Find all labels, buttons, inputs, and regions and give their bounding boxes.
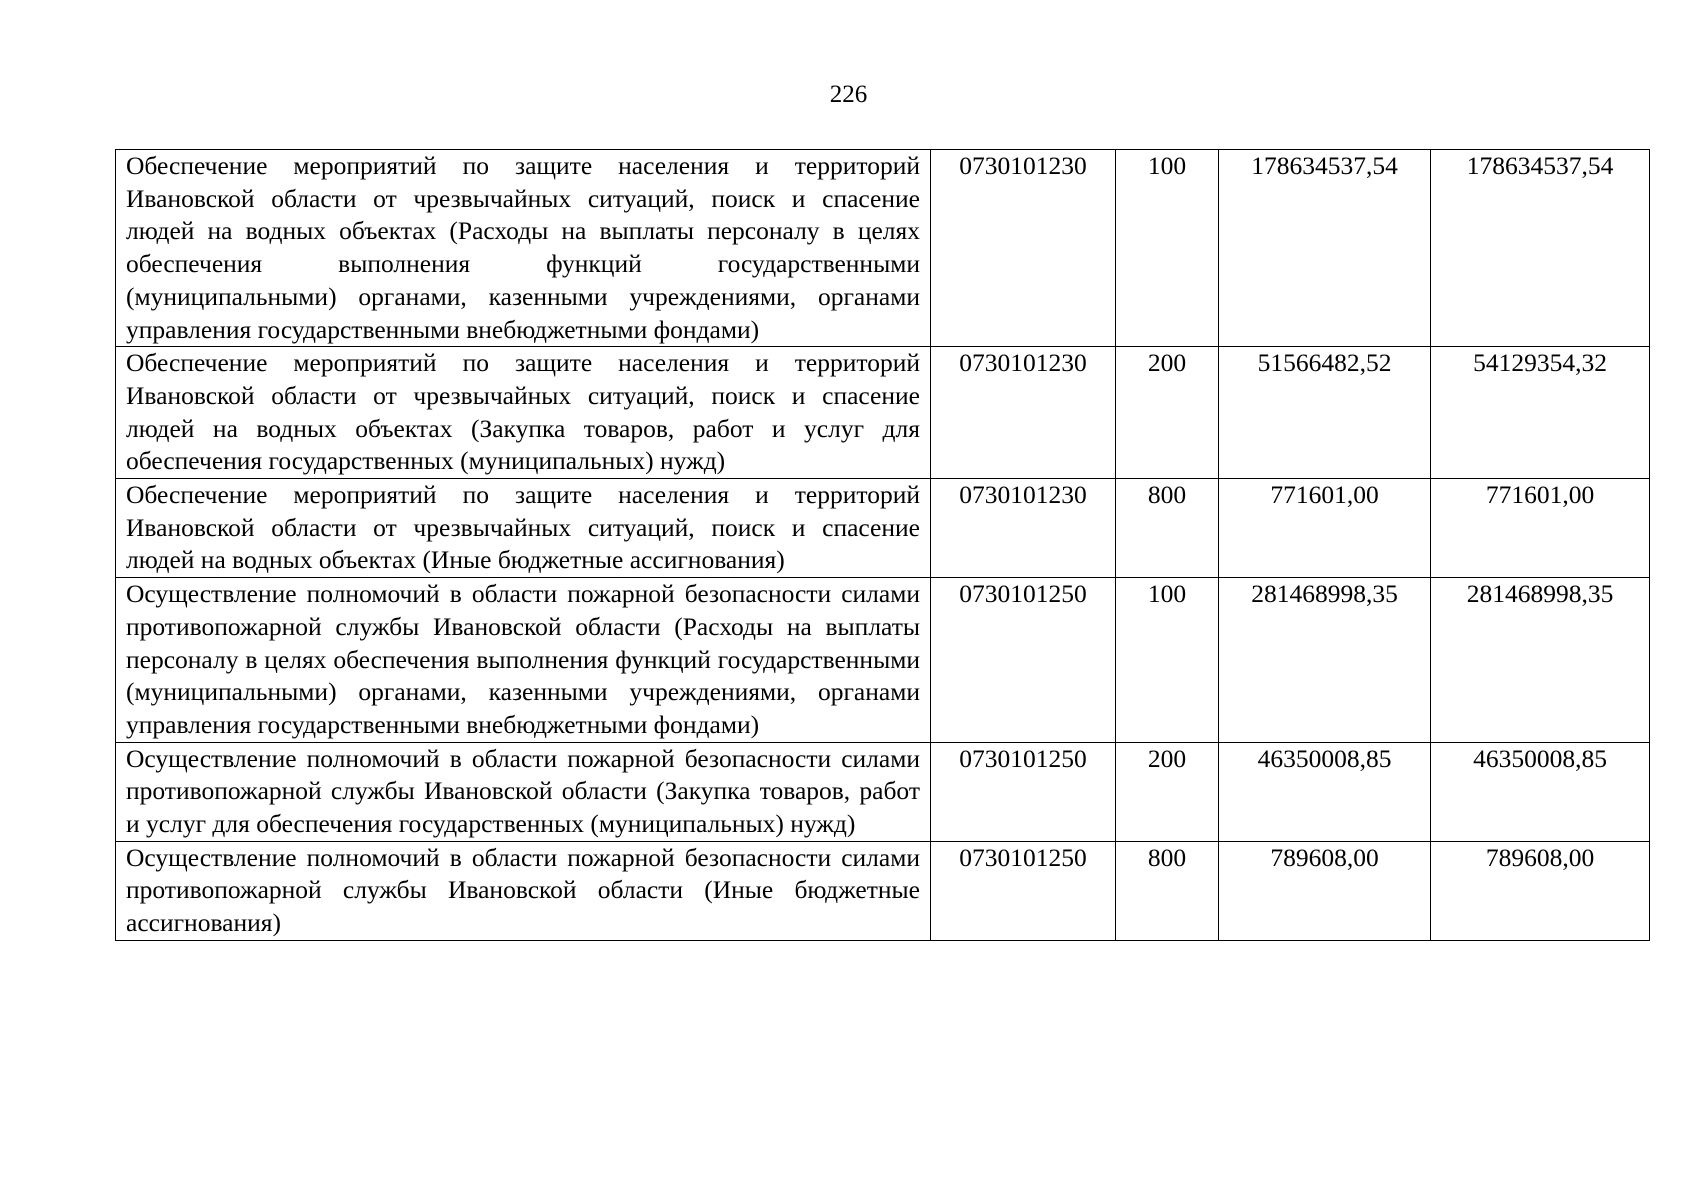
row-description: Обеспечение мероприятий по защите населения и территорий Ивановской области от чрезвычайных ситуаций, поиск и спасение людей на водных объектах (Иные бюджетные ассигнования) [116,479,931,578]
row-description: Осуществление полномочий в области пожарной безопасности силами противопожарной службы Ивановской области (Расходы на выплаты персоналу в целях обеспечения выполнения функций государственными (муниципальными) органами, казенными учреждениями, органами управления государственными внебюджетными фондами) [116,578,931,743]
budget-table [115,149,1650,941]
row-description: Осуществление полномочий в области пожарной безопасности силами противопожарной службы Ивановской области (Закупка товаров, работ и услуг для обеспечения государственных (муниципальных) нужд) [116,742,931,841]
table-row [116,841,1650,940]
amount-year-2: 54129354,32 [1431,347,1650,479]
amount-year-1: 178634537,54 [1219,150,1431,347]
expense-type-code: 800 [1116,841,1219,940]
target-article-code: 0730101230 [931,347,1116,479]
table-row [116,479,1650,578]
row-description: Обеспечение мероприятий по защите населения и территорий Ивановской области от чрезвычайных ситуаций, поиск и спасение людей на водных объектах (Расходы на выплаты персоналу в целях обеспечения выполнения функций государственными (муниципальными) органами, казенными учреждениями, органами управления государственными внебюджетными фондами) [116,150,931,347]
amount-year-2: 46350008,85 [1431,742,1650,841]
table-row [116,578,1650,743]
target-article-code: 0730101230 [931,150,1116,347]
row-description: Обеспечение мероприятий по защите населения и территорий Ивановской области от чрезвычайных ситуаций, поиск и спасение людей на водных объектах (Закупка товаров, работ и услуг для обеспечения государственных (муниципальных) нужд) [116,347,931,479]
amount-year-1: 789608,00 [1219,841,1431,940]
amount-year-1: 281468998,35 [1219,578,1431,743]
table-row [116,150,1650,347]
amount-year-2: 771601,00 [1431,479,1650,578]
row-description: Осуществление полномочий в области пожарной безопасности силами противопожарной службы Ивановской области (Иные бюджетные ассигнования) [116,841,931,940]
expense-type-code: 100 [1116,578,1219,743]
expense-type-code: 800 [1116,479,1219,578]
target-article-code: 0730101250 [931,841,1116,940]
expense-type-code: 200 [1116,347,1219,479]
expense-type-code: 200 [1116,742,1219,841]
amount-year-1: 46350008,85 [1219,742,1431,841]
amount-year-2: 789608,00 [1431,841,1650,940]
amount-year-1: 771601,00 [1219,479,1431,578]
page-number: 226 [829,81,868,108]
amount-year-1: 51566482,52 [1219,347,1431,479]
table-row [116,742,1650,841]
target-article-code: 0730101250 [931,578,1116,743]
amount-year-2: 178634537,54 [1431,150,1650,347]
table-row [116,347,1650,479]
target-article-code: 0730101250 [931,742,1116,841]
expense-type-code: 100 [1116,150,1219,347]
target-article-code: 0730101230 [931,479,1116,578]
amount-year-2: 281468998,35 [1431,578,1650,743]
